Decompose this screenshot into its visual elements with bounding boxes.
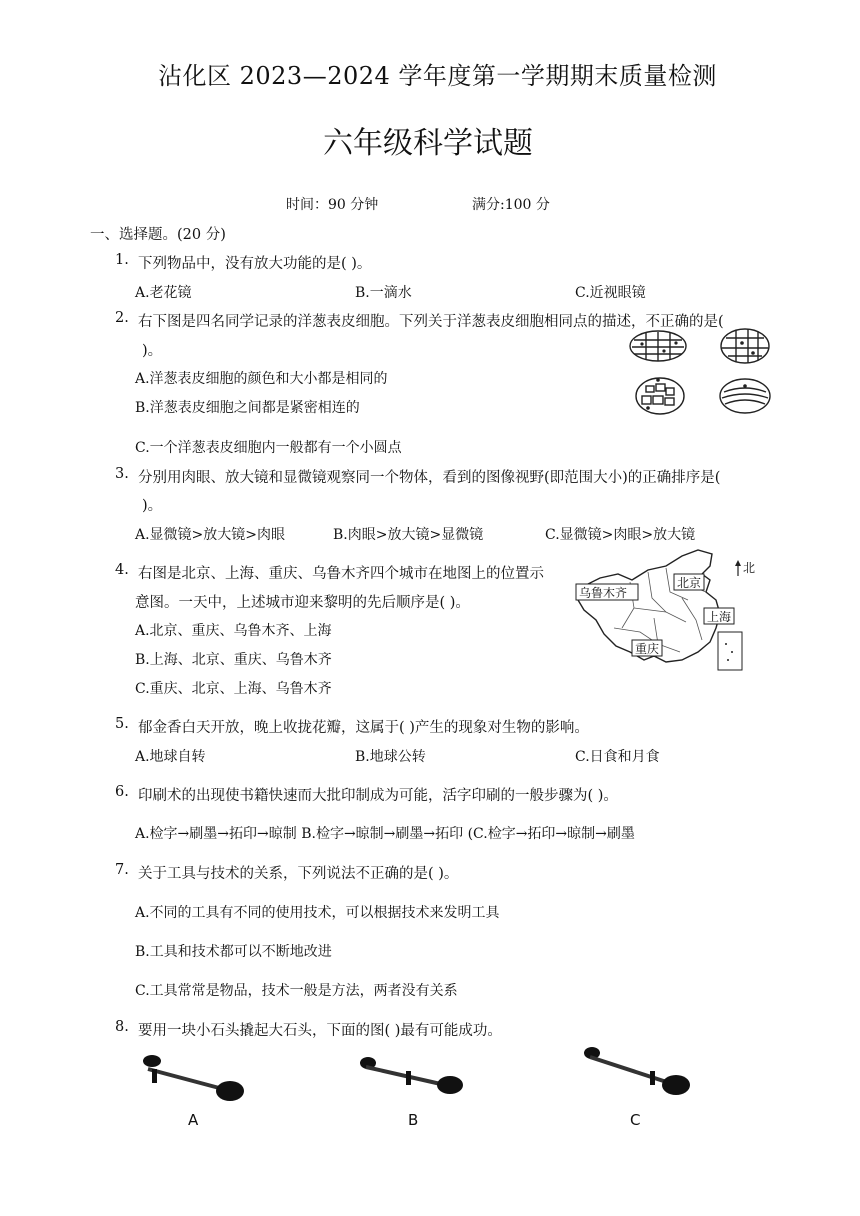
q4-option-c: C.重庆、北京、上海、乌鲁木齐 [135,681,332,697]
question-7-number: 7. [115,862,129,878]
exam-time: 时间：90 分钟 [286,197,379,213]
question-3-number: 3. [115,466,129,482]
lever-drawing-b [360,1057,463,1094]
question-1-text: 下列物品中，没有放大功能的是( )。 [138,256,372,272]
lever-drawing-c [584,1047,690,1095]
q1-option-c: C.近视眼镜 [575,285,646,301]
map-label-chongqing: 重庆 [635,642,660,656]
lever-figures [130,1045,700,1135]
north-arrow-icon [735,560,741,576]
question-2-text-cont: )。 [142,343,163,359]
q2-option-b: B.洋葱表皮细胞之间都是紧密相连的 [135,400,360,416]
q7-option-a: A.不同的工具有不同的使用技术，可以根据技术来发明工具 [135,905,500,921]
q6-options: A.检字→刷墨→拓印→晾制 B.检字→晾制→刷墨→拓印 (C.检字→拓印→晾制→刷墨 [135,826,635,842]
question-5-text: 郁金香白天开放，晚上收拢花瓣，这属于( )产生的现象对生物的影响。 [138,720,589,736]
map-label-urumqi: 乌鲁木齐 [579,586,628,600]
q3-option-a: A.显微镜>放大镜>肉眼 [135,527,286,543]
exam-score: 满分:100 分 [472,197,550,213]
q4-option-b: B.上海、北京、重庆、乌鲁木齐 [135,652,332,668]
question-6-text: 印刷术的出现使书籍快速而大批印制成为可能，活字印刷的一般步骤为( )。 [138,788,618,804]
q5-option-b: B.地球公转 [355,749,426,765]
lever-drawing-a [143,1055,244,1101]
question-4-text: 右图是北京、上海、重庆、乌鲁木齐四个城市在地图上的位置示 [138,566,544,582]
question-2-number: 2. [115,310,129,326]
question-7-text: 关于工具与技术的关系，下列说法不正确的是( )。 [138,866,459,882]
onion-cell-drawing-2 [721,329,769,363]
question-4-text-cont: 意图。一天中，上述城市迎来黎明的先后顺序是( )。 [135,595,470,611]
lever-label-b: B [408,1111,419,1129]
q7-option-b: B.工具和技术都可以不断地改进 [135,944,332,960]
question-8-text: 要用一块小石头撬起大石头，下面的图( )最有可能成功。 [138,1023,502,1039]
question-3-text-cont: )。 [142,498,163,514]
question-5-number: 5. [115,716,129,732]
china-map-figure [570,548,770,676]
question-4-number: 4. [115,562,129,578]
question-2-text: 右下图是四名同学记录的洋葱表皮细胞。下列关于洋葱表皮细胞相同点的描述，不正确的是( [138,314,724,330]
question-6-number: 6. [115,784,129,800]
q5-option-a: A.地球自转 [135,749,206,765]
question-3-text: 分别用肉眼、放大镜和显微镜观察同一个物体，看到的图像视野(即范围大小)的正确排序是( [138,470,721,486]
map-label-beijing: 北京 [677,576,702,590]
lever-label-c: C [630,1111,641,1129]
q5-option-c: C.日食和月食 [575,749,660,765]
onion-cells-figure [628,326,776,418]
question-1-number: 1. [115,252,129,268]
q1-option-b: B.一滴水 [355,285,412,301]
section-heading: 一、选择题。(20 分) [90,227,226,243]
q4-option-a: A.北京、重庆、乌鲁木齐、上海 [135,623,332,639]
q1-option-a: A.老花镜 [135,285,192,301]
lever-label-a: A [188,1111,199,1129]
q3-option-b: B.肉眼>放大镜>显微镜 [333,527,484,543]
q2-option-a: A.洋葱表皮细胞的颜色和大小都是相同的 [135,371,388,387]
exam-subtitle: 六年级科学试题 [323,126,533,161]
map-north-label: 北 [743,561,756,575]
map-label-shanghai: 上海 [707,610,732,624]
exam-title: 沾化区 2023—2024 学年度第一学期期末质量检测 [158,62,717,90]
q7-option-c: C.工具常常是物品，技术一般是方法，两者没有关系 [135,983,458,999]
q2-option-c: C.一个洋葱表皮细胞内一般都有一个小圆点 [135,440,402,456]
q3-option-c: C.显微镜>肉眼>放大镜 [545,527,696,543]
question-8-number: 8. [115,1019,129,1035]
